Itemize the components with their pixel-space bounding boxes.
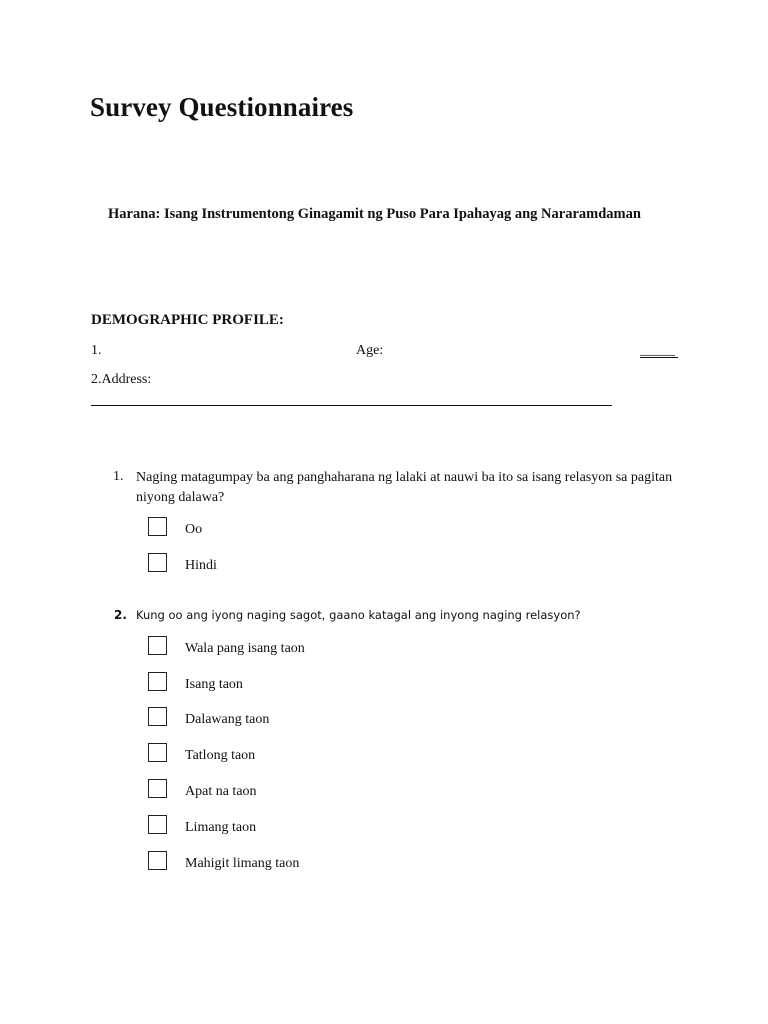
question-1-text: Naging matagumpay ba ang panghaharana ng lalaki at nauwi ba ito sa isang relasyon sa pagitan niyong dalawa? — [136, 470, 673, 505]
question-1-number: 1. — [113, 469, 124, 484]
option-label: Mahigit limang taon — [185, 856, 300, 871]
q2-option-mahigit-limang-taon[interactable] — [148, 851, 548, 873]
option-label: Oo — [185, 522, 203, 537]
option-label: Dalawang taon — [185, 712, 270, 727]
q1-option-hindi[interactable] — [148, 553, 548, 575]
address-label: 2.Address: — [91, 372, 152, 387]
q2-option-limang-taon[interactable] — [148, 815, 548, 837]
checkbox[interactable] — [148, 517, 167, 536]
demographic-heading: DEMOGRAPHIC PROFILE: — [91, 312, 284, 328]
page-title: Survey Questionnaires — [90, 92, 354, 122]
option-label: Isang taon — [185, 677, 243, 692]
q2-option-dalawang-taon[interactable] — [148, 707, 548, 729]
question-2-number: 2. — [114, 608, 127, 622]
option-label: Wala pang isang taon — [185, 641, 305, 656]
address-blank-line[interactable] — [91, 405, 612, 406]
checkbox[interactable] — [148, 553, 167, 572]
q2-option-tatlong-taon[interactable] — [148, 743, 548, 765]
option-label: Tatlong taon — [185, 748, 256, 763]
q1-option-oo[interactable] — [148, 517, 548, 539]
checkbox[interactable] — [148, 707, 167, 726]
option-label: Apat na taon — [185, 784, 257, 799]
checkbox[interactable] — [148, 672, 167, 691]
age-label: Age: — [356, 343, 384, 358]
survey-subtitle: Harana: Isang Instrumentong Ginagamit ng Puso Para Ipahayag ang Nararamdaman — [108, 206, 641, 222]
q2-option-apat-na-taon[interactable] — [148, 779, 548, 801]
question-2-text: Kung oo ang iyong naging sagot, gaano katagal ang inyong naging relasyon? — [136, 608, 581, 622]
option-label: Hindi — [185, 558, 217, 573]
checkbox[interactable] — [148, 743, 167, 762]
checkbox[interactable] — [148, 851, 167, 870]
age-blank-text: _____ — [640, 343, 675, 358]
checkbox[interactable] — [148, 815, 167, 834]
option-label: Limang taon — [185, 820, 257, 835]
q2-option-isang-taon[interactable] — [148, 672, 548, 694]
name-item-label: 1. — [91, 343, 102, 358]
checkbox[interactable] — [148, 779, 167, 798]
checkbox[interactable] — [148, 636, 167, 655]
q2-option-wala-pang-isang-taon[interactable] — [148, 636, 548, 658]
